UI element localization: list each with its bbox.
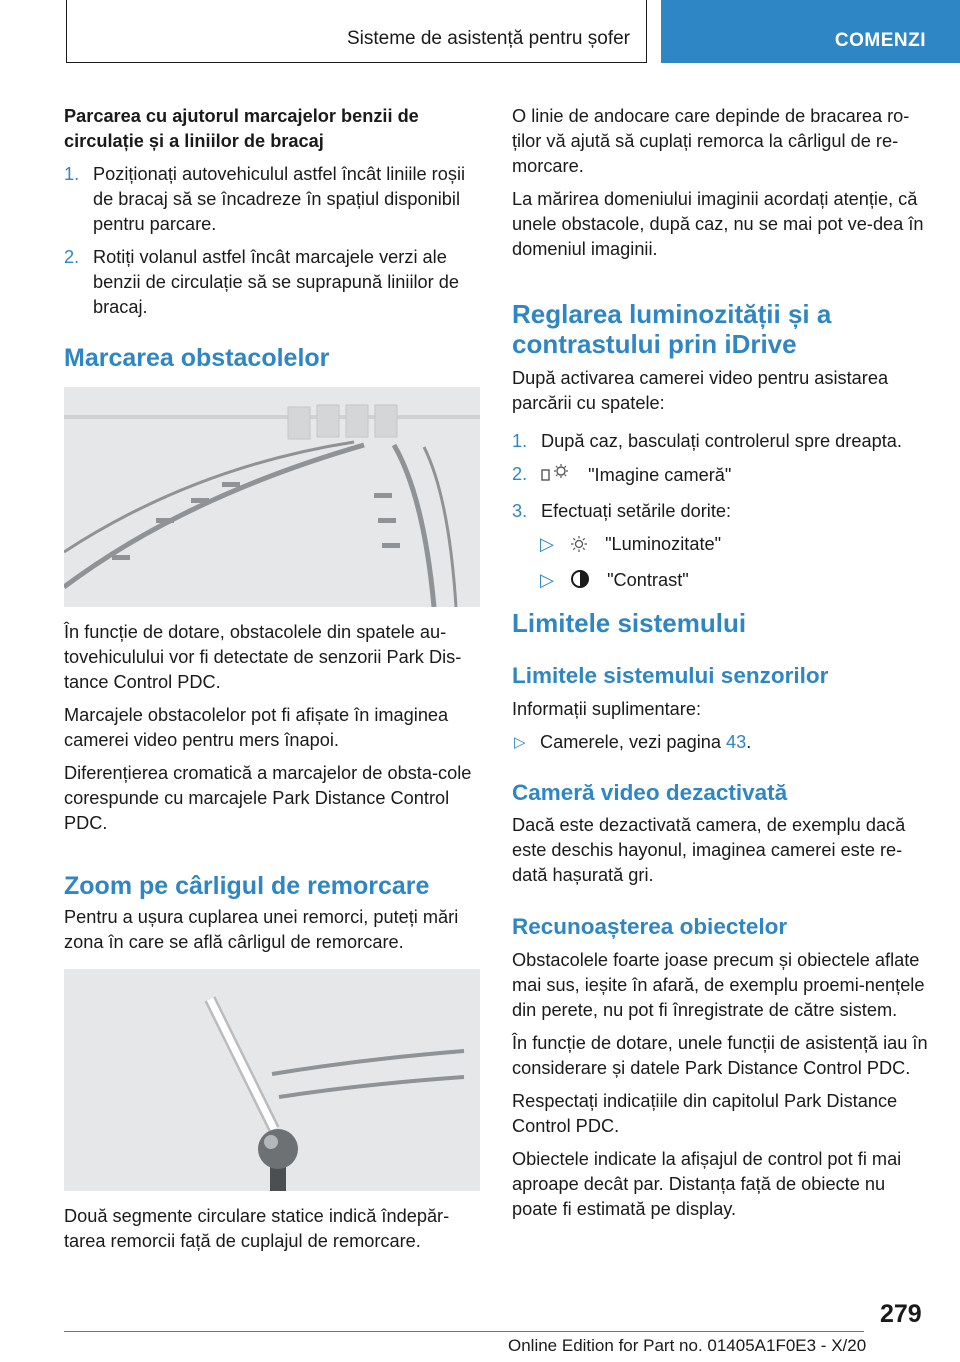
bullet-end: .	[746, 732, 752, 752]
heading-brightness-contrast: Reglarea luminozității și a contrastului prin iDrive	[512, 299, 832, 359]
page-number: 279	[880, 1300, 922, 1328]
step-text: Rotiți volanul astfel încât marcajele verzi ale benzii de circulație să se suprapună liniilor de bracaj.	[93, 247, 459, 317]
footer-divider	[64, 1331, 864, 1332]
paragraph: Obstacolele foarte joase precum și obiectele aflate mai sus, ieșite în afară, de exemplu proemi-nențele din perete, nu pot fi înregistrate de către sistem.	[512, 950, 925, 1020]
paragraph: O linie de andocare care depinde de bracarea ro-ților vă ajută să cuplați remorca la cârligul de re-morcare.	[512, 106, 910, 176]
list-item	[512, 429, 928, 454]
paragraph: Respectați indicațiile din capitolul Park Distance Control PDC.	[512, 1091, 898, 1136]
paragraph: Dacă este dezactivată camera, de exemplu dacă este deschis hayonul, imaginea camerei este re-dată hașurată gri.	[512, 815, 906, 885]
list-item	[512, 568, 928, 596]
triangle-bullet-icon: ▷	[540, 570, 554, 590]
header-chapter-tab[interactable]	[661, 0, 960, 63]
header-chapter-label: COMENZI	[834, 30, 926, 51]
step-text: Efectuați setările dorite:	[541, 501, 732, 521]
info-text	[512, 697, 928, 755]
heading-park-assist-text: Parcarea cu ajutorul marcajelor benzii de circulație și a liniilor de bracaj	[64, 106, 419, 151]
heading-sensor-limits: Limitele sistemului senzorilor	[512, 663, 829, 688]
segments-text	[64, 1204, 480, 1254]
step-text: "Imagine cameră"	[588, 465, 732, 485]
bullet-text: Camerele, vezi pagina	[540, 732, 727, 752]
camera-off-text	[512, 813, 928, 888]
heading-park-assist	[64, 104, 480, 154]
after-activation-text	[512, 366, 928, 416]
paragraph: Două segmente circulare statice indică îndepăr-tarea remorcii față de cuplajul de remorcare.	[64, 1206, 450, 1251]
heading-system-limits: Limitele sistemului	[512, 608, 747, 638]
step-text: "Luminozitate"	[605, 534, 722, 554]
step-text: Poziționați autovehiculul astfel încât liniile roșii de bracaj să se încadreze în spațiul disponibil pentru parcare.	[93, 164, 466, 234]
paragraph: Marcajele obstacolelor pot fi afișate în imaginea camerei video pentru mers înapoi.	[64, 705, 449, 750]
triangle-bullet-icon: ▷	[540, 534, 554, 554]
brightness-icon	[570, 535, 588, 560]
heading-hitch-zoom: Zoom pe cârligul de remorcare	[64, 872, 430, 900]
list-item	[512, 462, 928, 491]
step-number: 1.	[512, 431, 528, 451]
step-number: 3.	[512, 501, 528, 521]
triangle-bullet-icon: ▷	[514, 734, 526, 751]
footer-edition: Online Edition for Part no. 01405A1F0E3 - X/20	[508, 1336, 867, 1355]
paragraph: După activarea camerei video pentru asistarea parcării cu spatele:	[512, 368, 889, 413]
list-item	[64, 162, 480, 237]
obstacle-markers-figure	[64, 387, 480, 607]
hitch-zoom-figure	[64, 969, 480, 1191]
obstacles-text	[64, 620, 480, 836]
paragraph: Informații suplimentare:	[512, 699, 702, 719]
hitch-line-text	[512, 104, 928, 262]
paragraph: În funcție de dotare, obstacolele din spatele au-tovehiculului vor fi detectate de senzorii Park Dis-tance Control PDC.	[64, 622, 462, 692]
step-number: 2.	[512, 464, 528, 484]
header-section-box	[66, 0, 647, 63]
contrast-icon	[570, 569, 590, 596]
paragraph: Diferențierea cromatică a marcajelor de obsta-cole corespunde cu marcajele Park Distance Control PDC.	[64, 763, 472, 833]
list-item	[512, 532, 928, 560]
list-item	[64, 245, 480, 320]
heading-obstacles: Marcarea obstacolelor	[64, 344, 330, 372]
header-section-title: Sisteme de asistență pentru șofer	[346, 28, 630, 49]
steps-brightness-list	[512, 429, 928, 596]
zoom-text	[64, 905, 480, 955]
list-item	[512, 730, 928, 755]
step-text: După caz, basculați controlerul spre dreapta.	[541, 431, 902, 451]
heading-camera-off: Cameră video dezactivată	[512, 780, 788, 805]
paragraph: Pentru a ușura cuplarea unei remorci, puteți mări zona în care se află cârligul de remorcare.	[64, 907, 459, 952]
object-recognition-text	[512, 948, 928, 1222]
steps-park-list	[64, 162, 480, 320]
paragraph: Obiectele indicate la afișajul de control pot fi mai aproape decât par. Distanța față de obiecte nu poate fi estimată pe display.	[512, 1149, 902, 1219]
step-number: 2.	[64, 247, 80, 267]
list-item	[512, 499, 928, 524]
camera-settings-icon	[541, 462, 571, 491]
step-number: 1.	[64, 164, 80, 184]
paragraph: La mărirea domeniului imaginii acordați atenție, că unele obstacole, după caz, nu se mai pot ve-dea în domeniul imaginii.	[512, 189, 924, 259]
paragraph: În funcție de dotare, unele funcții de asistență iau în considerare și datele Park Distance Control PDC.	[512, 1033, 928, 1078]
page-link[interactable]: 43	[726, 732, 747, 752]
heading-object-recognition: Recunoașterea obiectelor	[512, 914, 788, 939]
step-text: "Contrast"	[607, 570, 689, 590]
